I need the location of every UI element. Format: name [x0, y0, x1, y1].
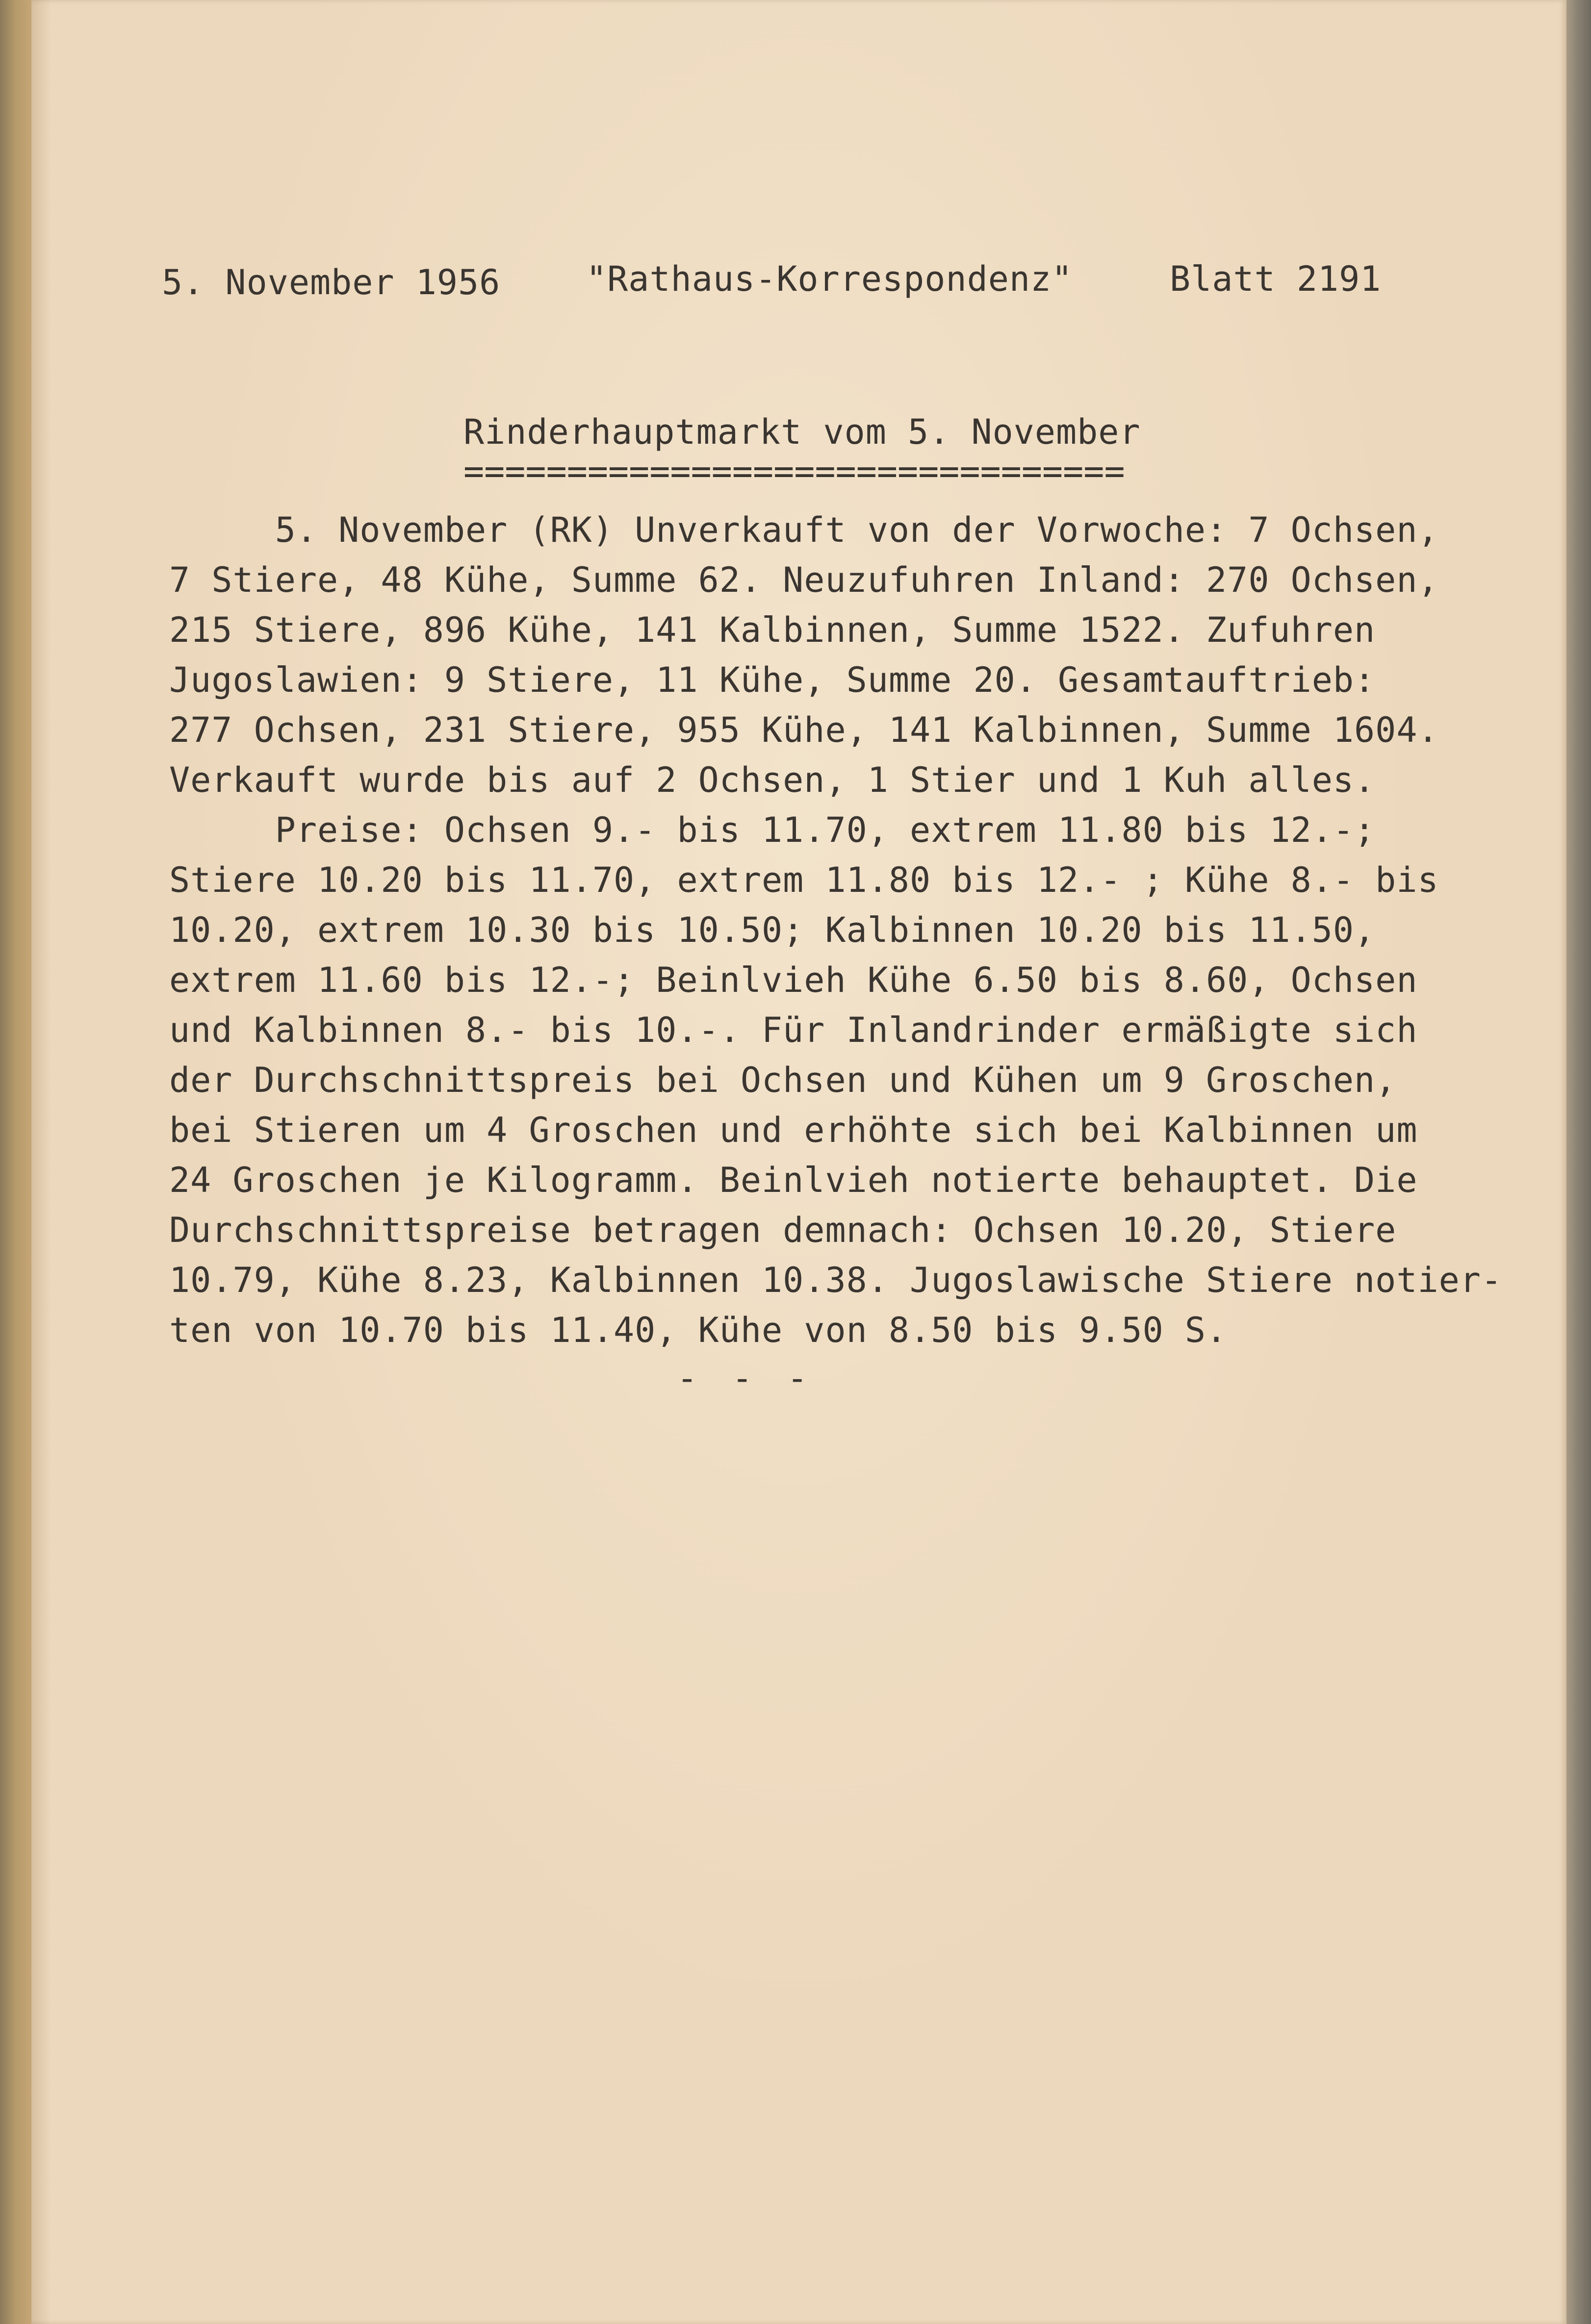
header-sheet-number: Blatt 2191	[1170, 259, 1382, 299]
body-line: der Durchschnittspreis bei Ochsen und Kühen um 9 Groschen,	[169, 1060, 1397, 1100]
body-line: 10.79, Kühe 8.23, Kalbinnen 10.38. Jugoslawische Stiere notier-	[169, 1260, 1503, 1300]
body-line: 215 Stiere, 896 Kühe, 141 Kalbinnen, Summe 1522. Zufuhren	[169, 610, 1376, 650]
body-line: Preise: Ochsen 9.- bis 11.70, extrem 11.80 bis 12.-;	[169, 810, 1376, 850]
body-line: 5. November (RK) Unverkauft von der Vorwoche: 7 Ochsen,	[169, 510, 1439, 550]
body-line: Jugoslawien: 9 Stiere, 11 Kühe, Summe 20. Gesamtauftrieb:	[169, 660, 1376, 700]
body-line: bei Stieren um 4 Groschen und erhöhte sich bei Kalbinnen um	[169, 1110, 1418, 1150]
body-line: 24 Groschen je Kilogramm. Beinlvieh notierte behauptet. Die	[169, 1160, 1418, 1200]
body-line: 277 Ochsen, 231 Stiere, 955 Kühe, 141 Kalbinnen, Summe 1604.	[169, 710, 1439, 750]
body-line: Verkauft wurde bis auf 2 Ochsen, 1 Stier und 1 Kuh alles.	[169, 760, 1376, 800]
header-date: 5. November 1956	[162, 262, 501, 303]
article-title: Rinderhauptmarkt vom 5. November	[463, 412, 1141, 452]
body-line: 10.20, extrem 10.30 bis 10.50; Kalbinnen 10.20 bis 11.50,	[169, 910, 1376, 950]
article-title-underline: ================================	[463, 451, 1125, 491]
body-line: extrem 11.60 bis 12.-; Beinlvieh Kühe 6.50 bis 8.60, Ochsen	[169, 960, 1418, 1000]
body-line: und Kalbinnen 8.- bis 10.-. Für Inlandrinder ermäßigte sich	[169, 1010, 1418, 1050]
end-of-article-mark: - - -	[677, 1358, 815, 1398]
body-line: 7 Stiere, 48 Kühe, Summe 62. Neuzufuhren Inland: 270 Ochsen,	[169, 560, 1439, 600]
body-line: ten von 10.70 bis 11.40, Kühe von 8.50 bis 9.50 S.	[169, 1310, 1228, 1350]
book-spine-edge	[0, 0, 34, 2324]
page-right-edge	[1566, 0, 1591, 2324]
body-line: Durchschnittspreise betragen demnach: Ochsen 10.20, Stiere	[169, 1210, 1397, 1250]
header-publication: "Rathaus-Korrespondenz"	[586, 259, 1073, 299]
body-line: Stiere 10.20 bis 11.70, extrem 11.80 bis 12.- ; Kühe 8.- bis	[169, 860, 1439, 900]
